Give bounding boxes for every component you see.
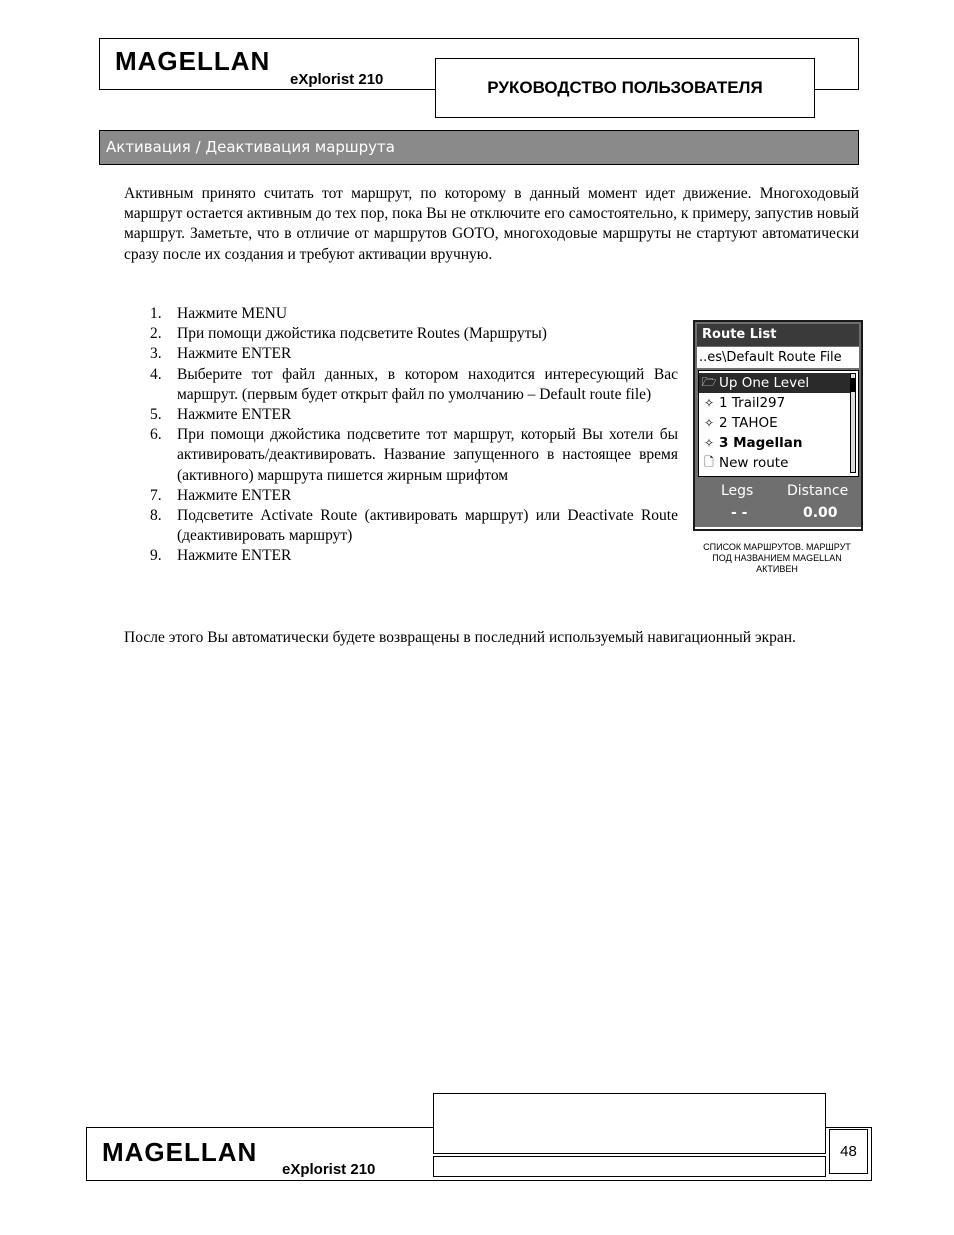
device-list-item-label: 2 TAHOE [719, 415, 778, 431]
steps-list [150, 304, 678, 567]
route-icon: ✧ [703, 416, 715, 430]
footer-blank-box [433, 1093, 826, 1154]
step-text: Выберите тот файл данных, в котором находится интересующий Вас маршрут. (первым будет открыт файл по умолчанию – Default route file) [177, 365, 678, 403]
device-legs-label: Legs [721, 483, 754, 499]
step-item [150, 344, 678, 364]
device-scrollbar [850, 373, 856, 473]
footer-model-name: eXplorist 210 [282, 1161, 376, 1178]
outro-paragraph: После этого Вы автоматически будете возвращены в последний используемый навигационный экран. [124, 629, 796, 646]
step-text: При помощи джойстика подсветите тот маршрут, который Вы хотели бы активировать/деактивировать. Название запущенного в настоящее время (активного) маршрута пишется жирным шрифтом [177, 426, 678, 484]
device-list-item-up-one-level [699, 373, 851, 393]
new-file-icon: 🗋 [704, 454, 714, 469]
footer-blank-strip [433, 1156, 826, 1177]
folder-up-icon: 🗁 [701, 374, 717, 389]
header-title-text: РУКОВОДСТВО ПОЛЬЗОВАТЕЛЯ [487, 78, 763, 97]
step-item [150, 324, 678, 344]
device-list-item-route [699, 413, 851, 433]
step-item [150, 425, 678, 486]
step-text: При помощи джойстика подсветите Routes (Маршруты) [177, 325, 547, 343]
step-text: Нажмите ENTER [177, 406, 292, 424]
device-list-item-label: 3 Magellan [719, 435, 803, 451]
route-icon: ✧ [703, 396, 715, 410]
device-list-item-label: New route [719, 455, 789, 471]
header-document-title [435, 58, 815, 118]
step-item [150, 405, 678, 425]
page-number [829, 1129, 868, 1174]
intro-paragraph: Активным принято считать тот маршрут, по которому в данный момент идет движение. Многоходовый маршрут остается активным до тех пор, пока Вы не отключите его самостоятельно, к примеру, запустив новый маршрут. Заметьте, что в отличие от маршрутов GOTO, многоходовые маршруты не стартуют автоматически сразу после их создания и требуют активации вручную. [124, 185, 859, 263]
step-text: Нажмите MENU [177, 305, 288, 322]
device-legs-value: - - [731, 505, 748, 521]
step-number: 2. [150, 325, 162, 343]
step-text: Подсветите Activate Route (активировать маршрут) или Deactivate Route (деактивировать маршрут) [177, 507, 678, 545]
step-item [150, 304, 678, 324]
step-number: 3. [150, 345, 162, 363]
device-distance-label: Distance [787, 483, 849, 499]
device-list-item-active-route [699, 433, 851, 453]
step-item [150, 546, 678, 566]
step-number: 9. [150, 547, 162, 565]
device-title-bar: Route List [697, 324, 859, 346]
step-item [150, 486, 678, 506]
device-file-path: ..es\Default Route File [697, 347, 859, 368]
device-list-item-new-route [699, 453, 851, 473]
device-list-item-label: Up One Level [719, 375, 810, 391]
device-list-item-route [699, 393, 851, 413]
header-model-name: eXplorist 210 [290, 71, 384, 88]
step-number: 6. [150, 426, 162, 444]
device-list-item-label: 1 Trail297 [719, 395, 786, 411]
route-icon: ✧ [703, 436, 715, 450]
footer-brand-logo: MAGELLAN [102, 1137, 258, 1167]
step-number: 7. [150, 486, 162, 504]
header-brand-logo: MAGELLAN [115, 46, 271, 76]
device-scrollbar-thumb [851, 378, 855, 392]
figure-caption: СПИСОК МАРШРУТОВ. МАРШРУТ ПОД НАЗВАНИЕМ MAGELLAN АКТИВЕН [703, 542, 851, 574]
page-number-text: 48 [840, 1143, 857, 1160]
step-item [150, 365, 678, 405]
device-route-list [698, 370, 859, 477]
section-title-bar: Активация / Деактивация маршрута [99, 130, 859, 165]
device-divider [695, 527, 861, 529]
step-number: 1. [150, 305, 162, 322]
step-item [150, 506, 678, 546]
step-number: 8. [150, 507, 162, 525]
step-text: Нажмите ENTER [177, 345, 292, 363]
device-distance-value: 0.00 [803, 505, 838, 521]
device-screenshot [693, 320, 863, 531]
step-number: 5. [150, 406, 162, 424]
step-text: Нажмите ENTER [177, 547, 292, 565]
step-number: 4. [150, 365, 162, 383]
step-text: Нажмите ENTER [177, 486, 292, 504]
